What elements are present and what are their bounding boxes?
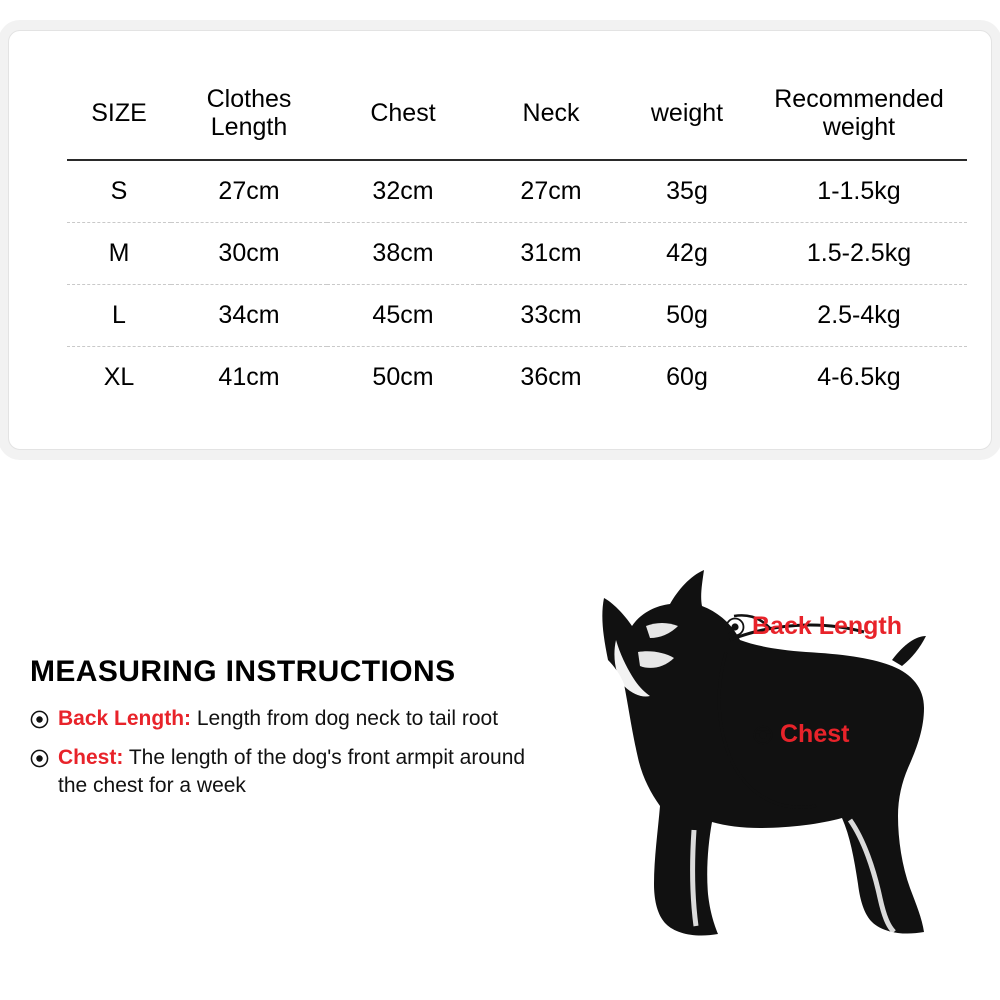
instruction-term: Back Length:	[58, 707, 192, 730]
cell-recommended-weight: 2.5-4kg	[751, 285, 967, 347]
cell-neck: 33cm	[479, 285, 623, 347]
column-header-size: SIZE	[67, 79, 171, 160]
cell-length: 34cm	[171, 285, 327, 347]
target-dot-icon	[725, 617, 745, 637]
instruction-text	[58, 744, 548, 799]
column-header-recommended-weight: Recommended weight	[751, 79, 967, 160]
cell-weight: 50g	[623, 285, 751, 347]
cell-chest: 32cm	[327, 160, 479, 223]
instruction-item-chest	[28, 744, 548, 799]
cell-weight: 42g	[623, 223, 751, 285]
cell-chest: 50cm	[372, 363, 434, 391]
instruction-item-back-length	[28, 705, 548, 732]
size-chart-card	[8, 30, 992, 450]
column-header-neck: Neck	[479, 79, 623, 160]
cell-weight: 60g	[666, 363, 708, 391]
cell-recommended-weight: 1-1.5kg	[751, 160, 967, 223]
callout-back-length	[725, 612, 902, 641]
cell-size: L	[67, 285, 171, 347]
cell-neck: 27cm	[479, 160, 623, 223]
cell-weight: 35g	[623, 160, 751, 223]
cell-length: 41cm	[218, 363, 280, 391]
instruction-description: The length of the dog's front armpit around the chest for a week	[58, 746, 526, 797]
table-row	[67, 223, 967, 285]
cell-size: XL	[103, 363, 135, 391]
cell-chest: 38cm	[327, 223, 479, 285]
measuring-instructions	[28, 655, 548, 811]
cell-size: S	[67, 160, 171, 223]
cell-size: M	[67, 223, 171, 285]
target-dot-icon	[30, 749, 49, 768]
dog-silhouette-icon	[520, 540, 990, 980]
instruction-description: Length from dog neck to tail root	[196, 707, 499, 730]
target-dot-icon	[30, 710, 49, 729]
cell-length: 27cm	[171, 160, 327, 223]
column-header-weight: weight	[623, 79, 751, 160]
cell-neck: 36cm	[520, 363, 582, 391]
cell-length: 30cm	[171, 223, 327, 285]
cell-chest: 45cm	[327, 285, 479, 347]
size-chart-table	[67, 79, 967, 408]
table-row	[67, 285, 967, 347]
instruction-term: Chest:	[58, 746, 124, 770]
instructions-title: MEASURING INSTRUCTIONS	[30, 655, 456, 688]
cell-recommended-weight: 1.5-2.5kg	[751, 223, 967, 285]
cell-neck: 31cm	[479, 223, 623, 285]
column-header-clothes-length: Clothes Length	[171, 79, 327, 160]
callout-chest	[753, 720, 849, 749]
dog-measurement-diagram	[520, 540, 990, 980]
instruction-text	[58, 705, 498, 732]
callout-label: Chest	[780, 720, 850, 748]
cell-recommended-weight: 4-6.5kg	[817, 363, 901, 391]
target-dot-icon	[753, 725, 773, 745]
callout-label: Back Length	[752, 612, 903, 640]
table-row	[67, 160, 967, 223]
table-header-row	[67, 79, 967, 160]
column-header-chest: Chest	[327, 79, 479, 160]
table-row	[67, 347, 967, 409]
